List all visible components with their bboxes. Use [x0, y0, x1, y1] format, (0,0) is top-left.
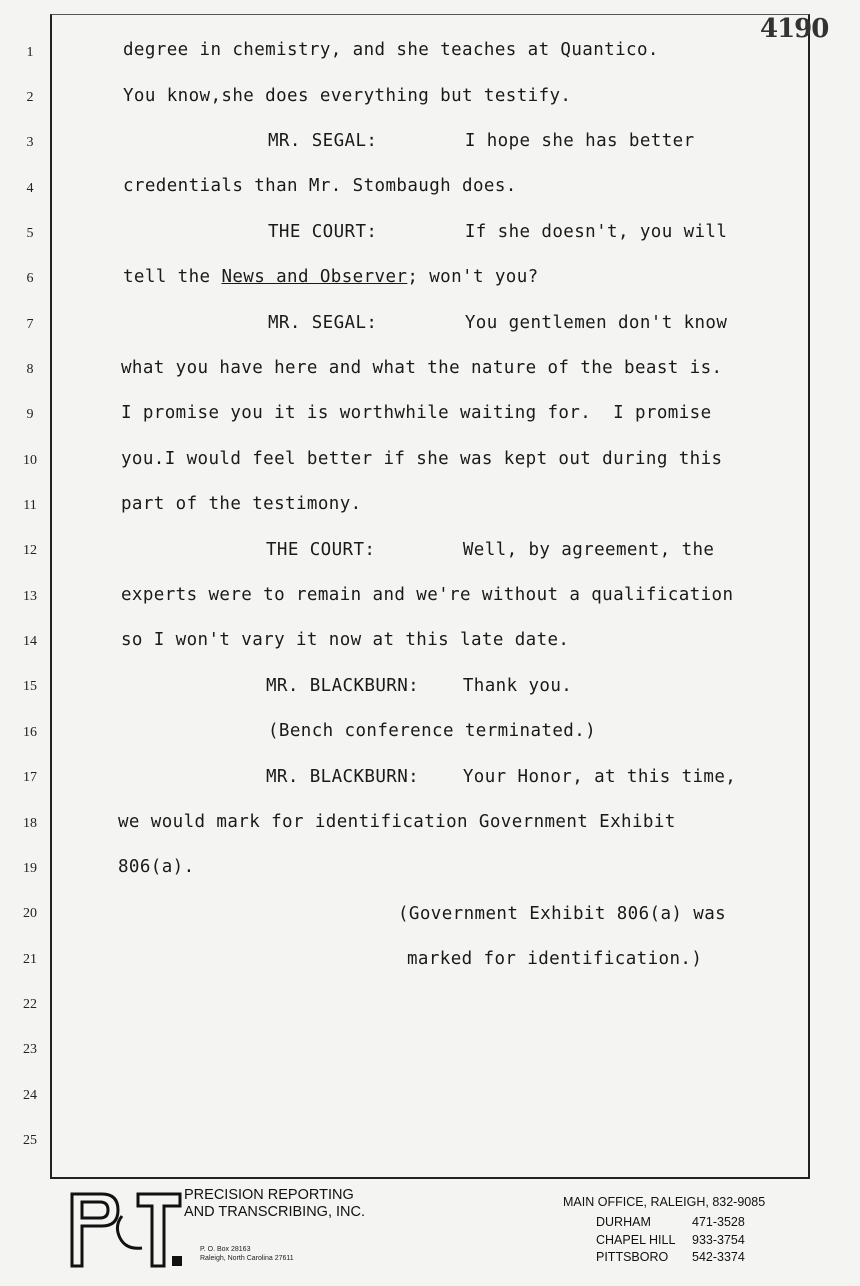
office-phone: 471-3528 [692, 1215, 745, 1229]
transcript-line: THE COURT: Well, by agreement, the [266, 540, 715, 560]
transcript-line: (Government Exhibit 806(a) was [398, 904, 727, 924]
transcript-line: you.I would feel better if she was kept out during this [121, 449, 723, 469]
transcript-line: degree in chemistry, and she teaches at Quantico. [123, 40, 659, 60]
line-number: 22 [23, 997, 37, 1012]
office-city: PITTSBORO [596, 1250, 669, 1264]
line-number: 8 [26, 362, 34, 377]
company-name-line: PRECISION REPORTING [184, 1187, 354, 1203]
line-number: 3 [26, 135, 34, 150]
line-number: 17 [23, 770, 37, 785]
line-number: 5 [26, 226, 34, 241]
line-number: 10 [23, 453, 37, 468]
transcript-line: MR. SEGAL: I hope she has better [268, 131, 695, 151]
line-number: 19 [23, 861, 37, 876]
transcript-line: (Bench conference terminated.) [268, 721, 597, 741]
company-address [200, 1245, 294, 1263]
line-segment: ; won't you? [407, 267, 539, 287]
transcript-line: what you have here and what the nature of the beast is. [121, 358, 723, 378]
transcript-line: MR. SEGAL: You gentlemen don't know [268, 313, 728, 333]
line-number: 15 [23, 679, 37, 694]
newspaper-title: News and Observer [221, 267, 408, 287]
office-phone: 933-3754 [692, 1233, 745, 1247]
city-address: Raleigh, North Carolina 27611 [200, 1255, 294, 1262]
office-city: CHAPEL HILL [596, 1233, 676, 1247]
transcript-line: I promise you it is worthwhile waiting for. I promise [121, 403, 712, 423]
main-office: MAIN OFFICE, RALEIGH, 832-9085 [563, 1195, 766, 1209]
line-number: 9 [26, 407, 34, 422]
line-number: 6 [26, 271, 34, 286]
transcript-line: marked for identification.) [407, 949, 703, 969]
office-phone: 542-3374 [692, 1250, 745, 1264]
line-number: 21 [23, 952, 37, 967]
line-number: 1 [26, 45, 34, 60]
line-number: 14 [23, 634, 37, 649]
line-number: 23 [23, 1042, 37, 1057]
company-logo [68, 1186, 186, 1270]
transcript-line: experts were to remain and we're without a qualification [121, 585, 734, 605]
transcript-line: 806(a). [118, 857, 195, 877]
transcript-line: credentials than Mr. Stombaugh does. [123, 176, 517, 196]
transcript-line: MR. BLACKBURN: Thank you. [266, 676, 573, 696]
line-number: 20 [23, 906, 37, 921]
transcript-line [123, 267, 539, 287]
line-number: 7 [26, 317, 34, 332]
office-city: DURHAM [596, 1215, 651, 1229]
transcript-line: THE COURT: If she doesn't, you will [268, 222, 728, 242]
line-number: 4 [26, 181, 34, 196]
line-number: 2 [26, 90, 34, 105]
company-name-line: AND TRANSCRIBING, INC. [184, 1204, 366, 1220]
line-number: 12 [23, 543, 37, 558]
company-name [184, 1187, 365, 1221]
page-stamp: 4190 [760, 14, 829, 44]
transcript-line: MR. BLACKBURN: Your Honor, at this time, [266, 767, 737, 787]
transcript-line: part of the testimony. [121, 494, 362, 514]
line-segment: tell the [123, 267, 222, 287]
line-number: 11 [23, 498, 37, 513]
line-number: 13 [23, 589, 37, 604]
transcript-line: so I won't vary it now at this late date. [121, 630, 570, 650]
line-number: 16 [23, 725, 37, 740]
line-number: 24 [23, 1088, 37, 1103]
transcript-line: we would mark for identification Government Exhibit [118, 812, 676, 832]
line-number: 25 [23, 1133, 37, 1148]
po-box: P. O. Box 28163 [200, 1246, 251, 1253]
transcript-line: You know,she does everything but testify. [123, 86, 572, 106]
line-number: 18 [23, 816, 37, 831]
